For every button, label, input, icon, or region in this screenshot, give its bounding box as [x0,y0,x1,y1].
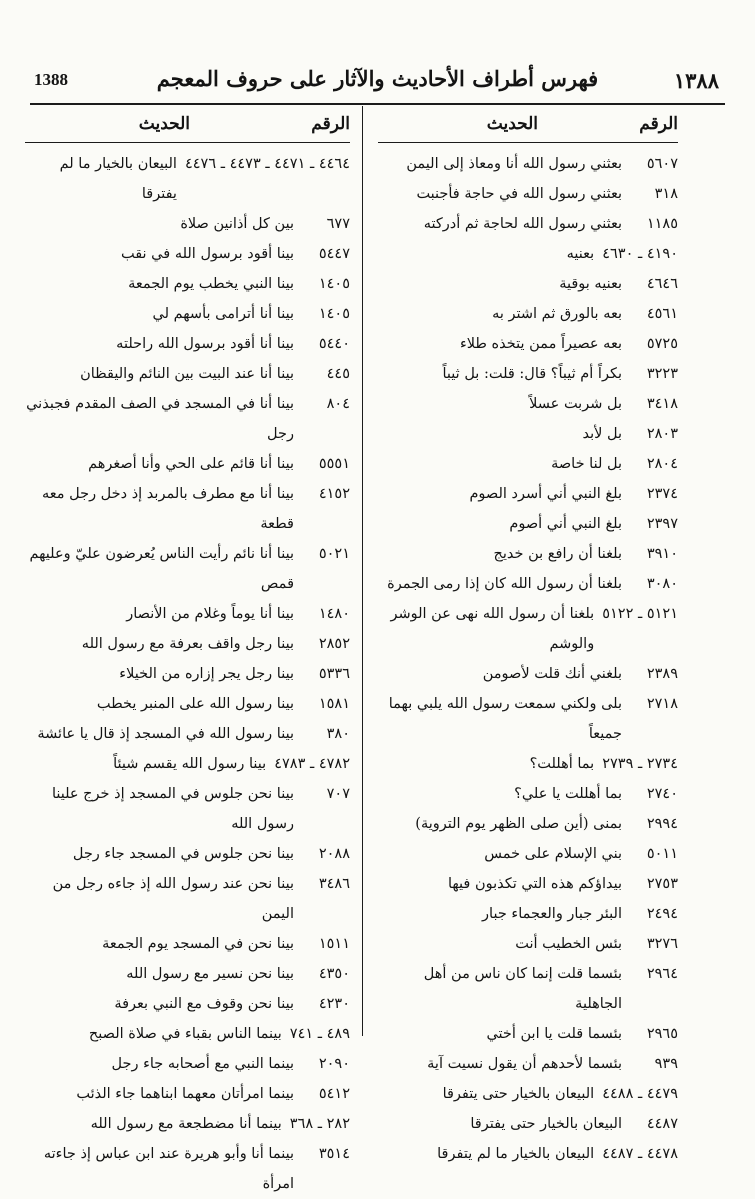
column-rule [378,142,678,143]
entry-text: بل شربت عسلاً [529,396,622,412]
entry-number: ٢٣٨٩ [646,666,678,682]
entry-text: بما أهللت يا علي؟ [514,786,622,802]
entry-number: ٤٤٧٨ ـ ٤٤٨٧ [602,1146,678,1162]
entry-number: ٢٠٨٨ [318,846,350,862]
entry-number: ٣٠٨٠ [646,576,678,592]
index-entry [378,569,678,599]
index-entry [378,449,678,479]
index-entry [25,599,350,629]
entry-number: ٢٣٩٧ [646,516,678,532]
entry-text: بلغني أنك قلت لأصومن [482,666,622,682]
entry-text: بني الإسلام على خمس [484,846,622,862]
entry-text: البئر جبار والعجماء جبار [482,906,622,922]
entry-text: بلغنا أن رسول الله كان إذا رمى الجمرة [387,576,622,592]
entry-number: ١٤٨٠ [318,606,350,622]
index-entry [25,389,350,449]
entry-number: ٤٤٦٤ ـ ٤٤٧١ ـ ٤٤٧٣ ـ ٤٤٧٦ [184,156,350,172]
entry-text: بينا نحن عند رسول الله إذ جاءه رجل من اليمن [52,876,294,922]
entry-number: ٤٧٨٢ ـ ٤٧٨٣ [274,756,350,772]
entry-number: ٤٨٩ ـ ٧٤١ [289,1026,350,1042]
entry-number: ٤٤٨٧ [646,1116,678,1132]
entry-number: ٥٥٥١ [318,456,350,472]
index-entry [25,989,350,1019]
index-entry [25,209,350,239]
index-entry [378,809,678,839]
entry-text: بينما امرأتان معهما ابناهما جاء الذئب [76,1086,294,1102]
index-entry [25,269,350,299]
entry-text: بل لنا خاصة [551,456,622,472]
entry-number: ٣٤٨٦ [318,876,350,892]
index-entry [25,479,350,539]
entry-text: بئس الخطيب أنت [515,936,622,952]
entry-number: ٢٩٦٥ [646,1026,678,1042]
index-entry [25,149,350,209]
index-entry [378,929,678,959]
index-entry [378,419,678,449]
index-column-right [378,110,678,1162]
index-entry [378,389,678,419]
page-header [30,62,725,102]
entry-text: بعنيه بوقية [559,276,622,292]
index-entry [25,749,350,779]
index-entry [378,509,678,539]
entry-text: بينما النبي مع أصحابه جاء رجل [111,1056,294,1072]
entry-text: بعه بالورق ثم اشتر به [492,306,622,322]
index-entry [378,269,678,299]
entry-number: ٤٦٤٦ [646,276,678,292]
index-entry [378,299,678,329]
index-entry [25,1049,350,1079]
index-entry [378,779,678,809]
entry-text: بما أهللت؟ [529,756,595,772]
entry-text: بئسما لأحدهم أن يقول نسيت آية [427,1056,622,1072]
entry-text: بينا نحن في المسجد يوم الجمعة [102,936,294,952]
entry-text: البيعان بالخيار ما لم يفترقا [59,156,177,202]
entry-number: ٢٨٠٣ [646,426,678,442]
index-entry [25,839,350,869]
hadith-column-label: الحديث [486,114,538,134]
entry-text: بينما أنا وأبو هريرة عند ابن عباس إذ جاءته امرأة [43,1146,294,1192]
entry-number: ٩٣٩ [654,1056,678,1072]
entry-text: بعنيه [566,246,595,262]
entry-text: بينما أنا مضطجعة مع رسول الله [90,1116,282,1132]
entry-text: بئسما قلت إنما كان ناس من أهل الجاهلية [423,966,622,1012]
entry-number: ٧٠٧ [326,786,350,802]
index-entry [25,719,350,749]
index-entry [378,689,678,749]
index-entry [25,929,350,959]
entry-number: ٢٣٧٤ [646,486,678,502]
index-entry [378,959,678,1019]
index-entry [378,1139,678,1169]
entry-number: ٢٩٦٤ [646,966,678,982]
index-entry [25,449,350,479]
index-entry [378,149,678,179]
column-rule [25,142,350,143]
column-header [378,110,678,138]
entry-number: ١٤٠٥ [318,276,350,292]
entry-text: بينا أنا مع مطرف بالمربد إذ دخل رجل معه قطعة [41,486,294,532]
index-entry [25,869,350,929]
page-title: فهرس أطراف الأحاديث والآثار على حروف المعجم [156,66,599,91]
index-entry [378,1049,678,1079]
entry-number: ٤٢٣٠ [318,996,350,1012]
index-entry [378,839,678,869]
entry-text: بمنى (أين صلى الظهر يوم التروية) [415,816,622,832]
index-entry [378,1019,678,1049]
entry-number: ٣٢٧٦ [646,936,678,952]
entry-text: بينا نحن وقوف مع النبي بعرفة [114,996,294,1012]
entry-number: ٥٤١٢ [318,1086,350,1102]
entry-text: بلغ النبي أني أصوم [509,516,622,532]
index-entry [25,329,350,359]
entry-number: ٥٣٣٦ [318,666,350,682]
entry-text: بكراً أم ثيباً؟ قال: قلت: بل ثيباً [442,366,622,382]
entry-text: بينا أنا يوماً وغلام من الأنصار [126,606,294,622]
entry-number: ٣١٨ [654,186,678,202]
index-entry [25,1019,350,1049]
entry-text: بلغنا أن رسول الله نهى عن الوشر والوشم [390,606,595,652]
entry-number: ٣٩١٠ [646,546,678,562]
entry-number: ٤١٩٠ ـ ٤٦٣٠ [602,246,678,262]
index-entry [25,629,350,659]
index-entry [378,359,678,389]
entry-number: ٢٧١٨ [646,696,678,712]
entry-number: ٢٤٩٤ [646,906,678,922]
index-entry [378,1079,678,1109]
entry-number: ٥١٢١ ـ ٥١٢٢ [602,606,678,622]
number-column-label: الرقم [639,114,678,134]
hadith-column-label: الحديث [138,114,190,134]
entry-text: بينا أنا أترامى بأسهم لي [152,306,294,322]
entry-text: بينا نحن جلوس في المسجد جاء رجل [72,846,294,862]
entry-text: بينا رسول الله في المسجد إذ قال يا عائشة [37,726,294,742]
index-entry [378,539,678,569]
entry-text: بينا أنا أقود برسول الله راحلته [116,336,294,352]
index-entry [25,959,350,989]
index-entry [25,359,350,389]
index-entry [25,539,350,599]
index-entry [378,479,678,509]
entry-number: ٤٤٧٩ ـ ٤٤٨٨ [602,1086,678,1102]
index-entry [25,299,350,329]
index-entry [25,689,350,719]
entry-text: بينا النبي يخطب يوم الجمعة [128,276,294,292]
number-column-label: الرقم [311,114,350,134]
entry-text: بينا رسول الله يقسم شيئاً [113,756,267,772]
index-entry [378,869,678,899]
entry-text: البيعان بالخيار حتى يتفرقا [442,1086,595,1102]
entry-number: ١٤٠٥ [318,306,350,322]
entry-number: ٤١٥٢ [318,486,350,502]
index-entry [378,749,678,779]
entry-text: بينا رسول الله على المنبر يخطب [96,696,294,712]
entry-text: بينا أقود برسول الله في نقب [120,246,294,262]
entry-text: بينا نحن جلوس في المسجد إذ خرج علينا رسول الله [51,786,294,832]
index-list [378,149,678,1169]
index-entry [378,239,678,269]
index-entry [25,659,350,689]
entry-number: ٢٩٩٤ [646,816,678,832]
entry-number: ٢٧٥٣ [646,876,678,892]
entry-text: بلغ النبي أني أسرد الصوم [469,486,622,502]
entry-text: بينا رجل واقف بعرفة مع رسول الله [81,636,294,652]
entry-number: ١٥٨١ [318,696,350,712]
entry-number: ٢٧٤٠ [646,786,678,802]
index-entry [25,239,350,269]
entry-number: ٢٠٩٠ [318,1056,350,1072]
index-entry [25,1139,350,1199]
entry-text: بعه عصيراً ممن يتخذه طلاء [459,336,622,352]
page-number-arabic: ١٣٨٨ [673,68,719,93]
entry-number: ٢٨٠٤ [646,456,678,472]
index-entry [378,1109,678,1139]
index-entry [25,1109,350,1139]
entry-text: بينا أنا عند البيت بين النائم واليقظان [80,366,294,382]
entry-number: ٥٤٤٧ [318,246,350,262]
entry-number: ٦٧٧ [326,216,350,232]
entry-number: ١٥١١ [318,936,350,952]
entry-text: البيعان بالخيار حتى يفترقا [470,1116,622,1132]
entry-text: البيعان بالخيار ما لم يتفرقا [437,1146,595,1162]
entry-text: بلى ولكني سمعت رسول الله يلبي بهما جميعاً [388,696,622,742]
entry-number: ٥٦٠٧ [646,156,678,172]
entry-number: ٨٠٤ [326,396,350,412]
entry-number: ٣٨٠ [326,726,350,742]
entry-text: بعثني رسول الله لحاجة ثم أدركته [423,216,622,232]
entry-number: ٢٨٢ ـ ٣٦٨ [289,1116,350,1132]
entry-text: بينا رجل يجر إزاره من الخيلاء [119,666,294,682]
index-entry [25,1079,350,1109]
entry-text: بعثني رسول الله أنا ومعاذ إلى اليمن [406,156,622,172]
entry-text: بلغنا أن رافع بن خديج [493,546,622,562]
entry-text: بينما الناس بقباء في صلاة الصبح [88,1026,282,1042]
entry-number: ٢٧٣٤ ـ ٢٧٣٩ [602,756,678,772]
entry-text: بينا أنا في المسجد في الصف المقدم فجبذني رجل [26,396,294,442]
header-rule [30,103,725,105]
entry-text: بينا أنا نائم رأيت الناس يُعرضون عليّ وعليهم قمص [29,546,294,592]
entry-text: بئسما قلت يا ابن أختي [486,1026,622,1042]
entry-number: ٥٤٤٠ [318,336,350,352]
index-entry [378,599,678,659]
entry-number: ٤٣٥٠ [318,966,350,982]
column-header [25,110,350,138]
entry-number: ٥٠١١ [646,846,678,862]
entry-text: بعثني رسول الله في حاجة فأجنبت [416,186,622,202]
entry-text: بينا نحن نسير مع رسول الله [126,966,294,982]
entry-number: ٢٨٥٢ [318,636,350,652]
entry-number: ٥٠٢١ [318,546,350,562]
index-entry [378,179,678,209]
index-entry [378,329,678,359]
index-entry [378,209,678,239]
entry-number: ٤٥٦١ [646,306,678,322]
index-entry [378,899,678,929]
column-divider [362,106,363,1036]
entry-number: ١١٨٥ [646,216,678,232]
entry-number: ٣٥١٤ [318,1146,350,1162]
entry-text: بل لأبد [582,426,622,442]
index-entry [25,779,350,839]
page-number-latin: 1388 [34,70,68,89]
entry-text: بين كل أذانين صلاة [180,216,294,232]
entry-number: ٣٢٢٣ [646,366,678,382]
entry-number: ٥٧٢٥ [646,336,678,352]
index-entry [378,659,678,689]
entry-number: ٤٤٥ [326,366,350,382]
entry-text: بيداؤكم هذه التي تكذبون فيها [447,876,622,892]
index-list [25,149,350,1199]
index-column-left [25,110,350,1192]
entry-text: بينا أنا قائم على الحي وأنا أصغرهم [88,456,294,472]
entry-number: ٣٤١٨ [646,396,678,412]
